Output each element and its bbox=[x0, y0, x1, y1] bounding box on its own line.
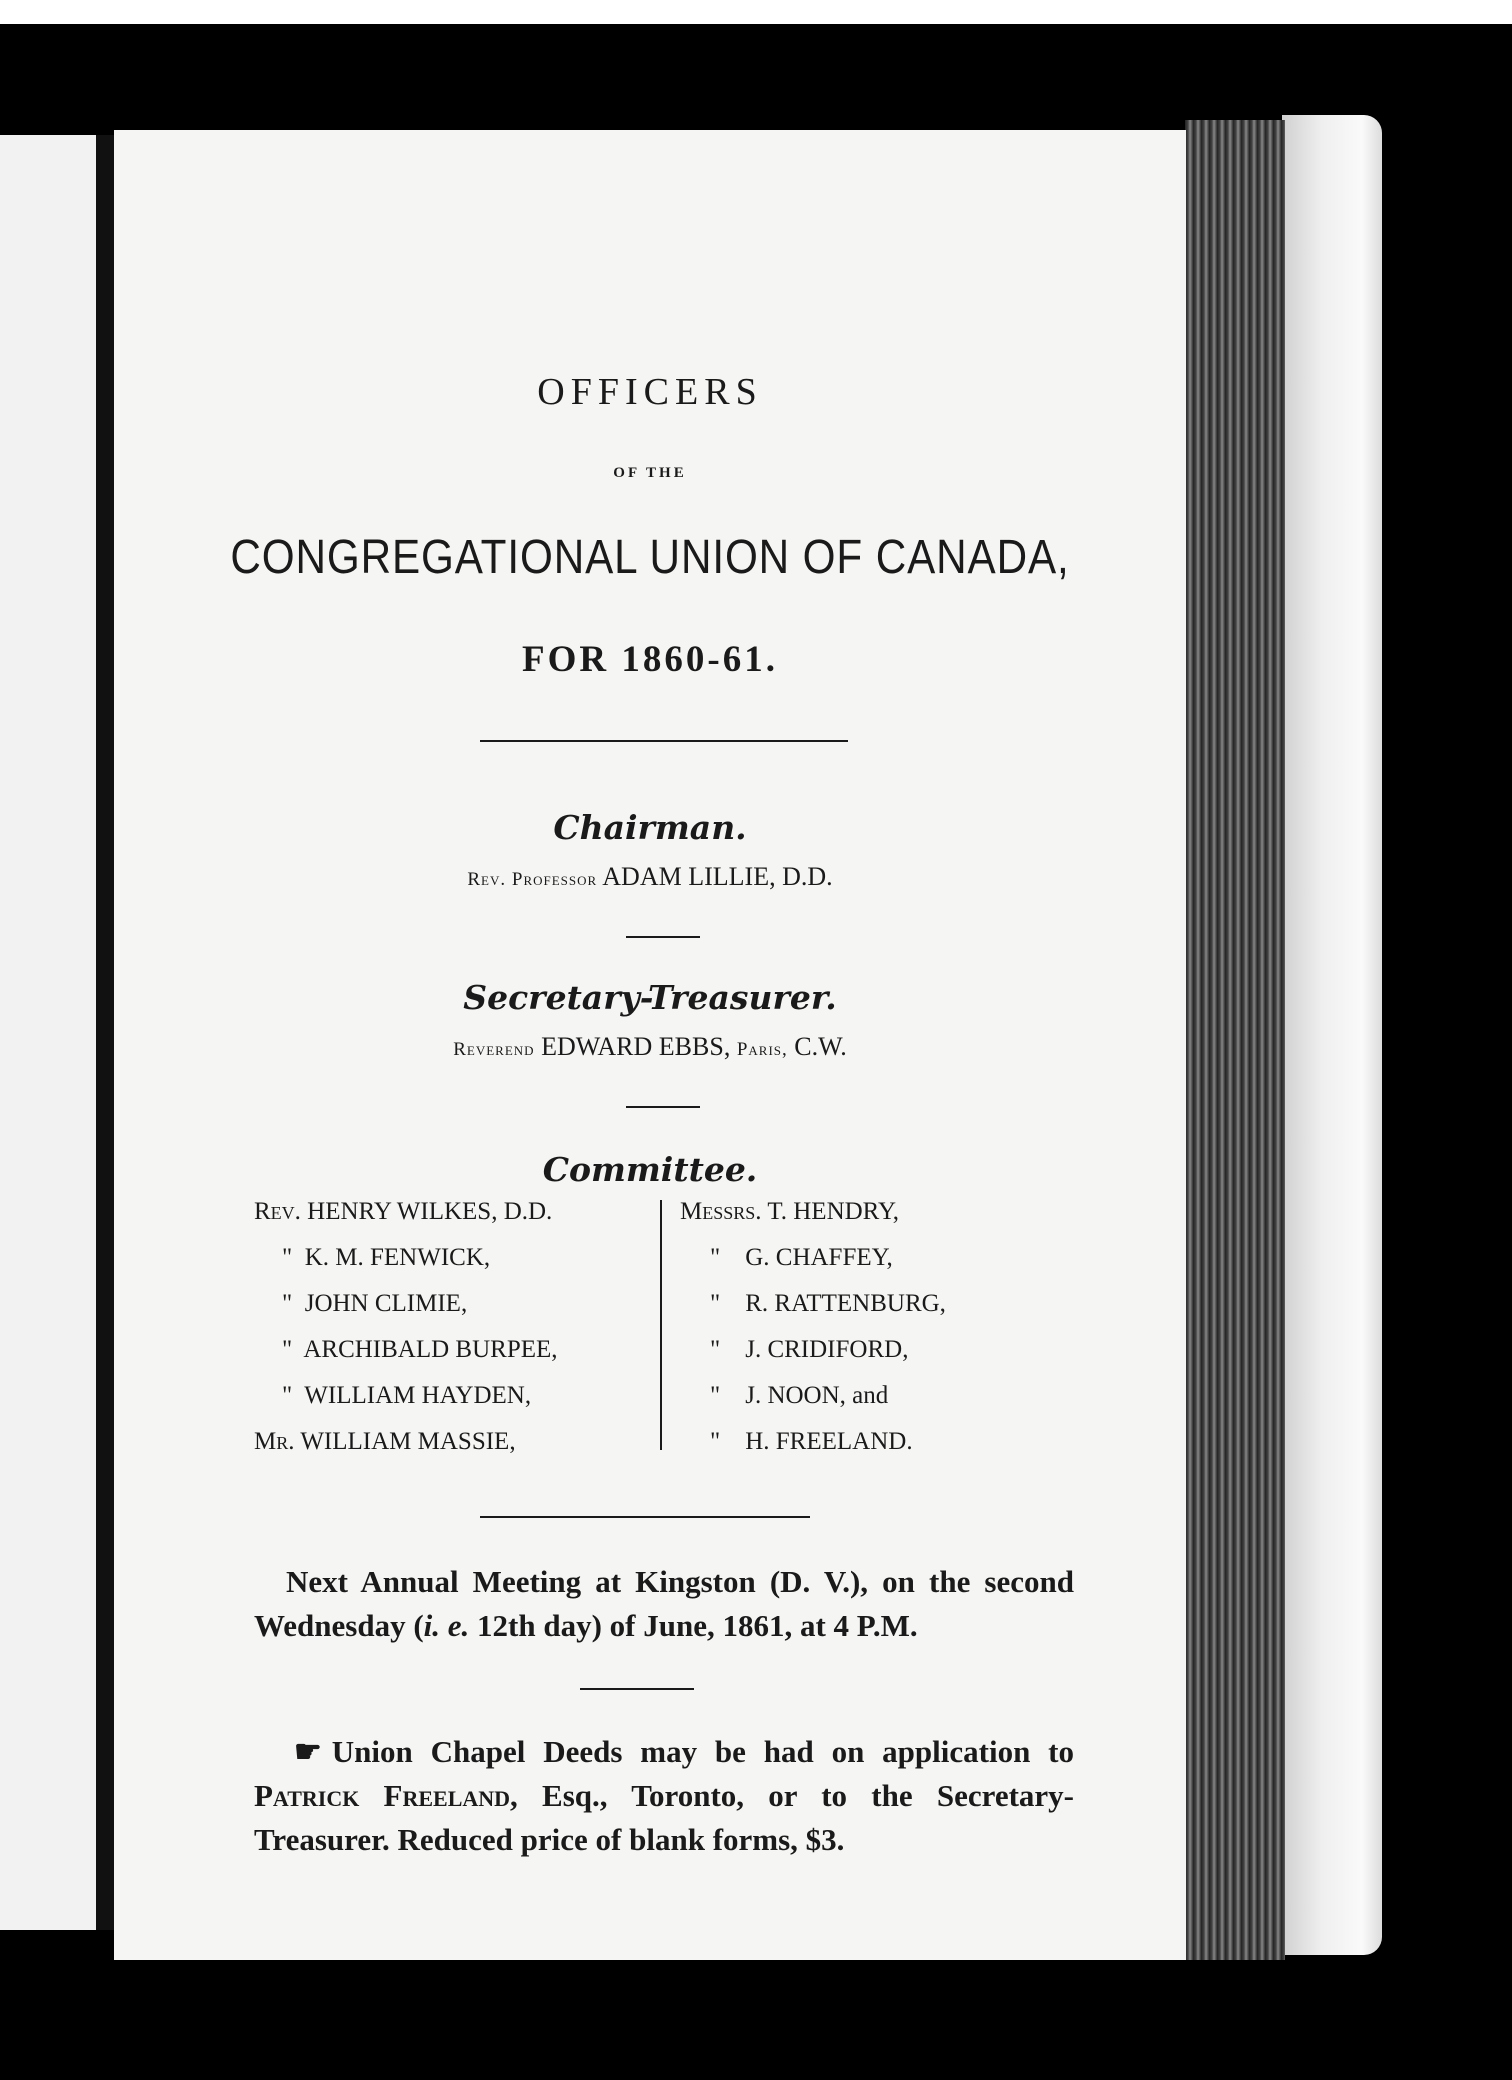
section-rule bbox=[480, 740, 848, 742]
page-stack-edge bbox=[1185, 120, 1285, 1960]
short-rule bbox=[626, 1106, 700, 1108]
member-name: R. RATTENBURG, bbox=[745, 1290, 946, 1317]
ditto-mark: " bbox=[710, 1244, 721, 1271]
committee-member bbox=[680, 1198, 899, 1226]
annual-meeting-notice bbox=[254, 1560, 1074, 1648]
deeds-contact-name: Patrick Freeland, bbox=[254, 1778, 518, 1813]
member-name: H. FREELAND. bbox=[745, 1428, 913, 1455]
ditto-mark: " bbox=[710, 1336, 721, 1363]
committee-member bbox=[254, 1428, 516, 1456]
committee-member bbox=[282, 1244, 490, 1272]
organization-name: CONGREGATIONAL UNION OF CANADA, bbox=[230, 531, 1070, 584]
member-name: WILLIAM MASSIE, bbox=[300, 1428, 516, 1455]
left-facing-page bbox=[0, 135, 98, 1930]
deeds-text-end: Esq., Toronto, or to the Secretary-Treasurer. Reduced price of blank forms, $3. bbox=[254, 1778, 1074, 1857]
period-label: FOR 1860-61. bbox=[522, 639, 778, 680]
secretary-prefix: Reverend bbox=[453, 1039, 535, 1060]
member-name: J. CRIDIFORD, bbox=[745, 1336, 909, 1363]
member-prefix: Messrs. bbox=[680, 1198, 762, 1225]
subtitle-of-the: OF THE bbox=[613, 465, 687, 481]
chairman-heading: Chairman. bbox=[553, 808, 747, 847]
ditto-mark: " bbox=[282, 1244, 293, 1271]
ditto-mark: " bbox=[710, 1290, 721, 1317]
chairman-prefix: Rev. Professor bbox=[467, 869, 598, 890]
top-margin-strip bbox=[0, 0, 1512, 24]
member-name: K. M. FENWICK, bbox=[304, 1244, 491, 1271]
member-name: G. CHAFFEY, bbox=[745, 1244, 893, 1271]
committee-heading: Committee. bbox=[542, 1150, 758, 1189]
committee-member bbox=[282, 1290, 467, 1318]
member-prefix: Mr. bbox=[254, 1428, 295, 1455]
committee-member bbox=[710, 1244, 893, 1272]
member-name: WILLIAM HAYDEN, bbox=[304, 1382, 532, 1409]
page-leaves-edge bbox=[1282, 115, 1382, 1955]
committee-member bbox=[254, 1198, 552, 1226]
document-page bbox=[114, 130, 1186, 1960]
pointing-hand-icon: ☛ bbox=[294, 1734, 322, 1769]
meeting-ie: i. e. bbox=[423, 1608, 470, 1643]
meeting-text-end: 12th day) of June, 1861, at 4 P.M. bbox=[469, 1608, 918, 1643]
ditto-mark: " bbox=[282, 1290, 293, 1317]
committee-member bbox=[710, 1428, 913, 1456]
ditto-mark: " bbox=[282, 1382, 293, 1409]
member-name: JOHN CLIMIE, bbox=[304, 1290, 468, 1317]
ditto-mark: " bbox=[710, 1428, 721, 1455]
committee-member bbox=[282, 1336, 558, 1364]
member-prefix: Rev. bbox=[254, 1198, 301, 1225]
committee-member bbox=[710, 1382, 888, 1410]
committee-divider bbox=[660, 1200, 662, 1450]
committee-member bbox=[282, 1382, 531, 1410]
short-rule bbox=[580, 1688, 694, 1690]
member-name: ARCHIBALD BURPEE, bbox=[303, 1336, 558, 1363]
book-gutter bbox=[96, 135, 114, 1930]
secretary-province: C.W. bbox=[794, 1032, 847, 1061]
page-title: OFFICERS bbox=[537, 371, 763, 413]
secretary-heading: Secretary-Treasurer. bbox=[463, 978, 837, 1017]
member-name: HENRY WILKES, D.D. bbox=[307, 1198, 553, 1225]
chairman-name: ADAM LILLIE, D.D. bbox=[602, 862, 833, 891]
meeting-text: Next Annual Meeting at Kingston (D. V.), on the second Wednesday ( bbox=[254, 1564, 1074, 1643]
member-name: J. NOON, and bbox=[745, 1382, 889, 1409]
committee-member bbox=[710, 1290, 946, 1318]
chairman-entry bbox=[114, 862, 1186, 892]
ditto-mark: " bbox=[282, 1336, 293, 1363]
member-name: T. HENDRY, bbox=[767, 1198, 900, 1225]
secretary-entry bbox=[114, 1032, 1186, 1062]
section-rule bbox=[480, 1516, 810, 1518]
deeds-text: Union Chapel Deeds may be had on application to bbox=[331, 1734, 1074, 1769]
ditto-mark: " bbox=[710, 1382, 721, 1409]
secretary-place: Paris, bbox=[736, 1039, 788, 1060]
chapel-deeds-notice bbox=[254, 1730, 1074, 1862]
short-rule bbox=[626, 936, 700, 938]
committee-member bbox=[710, 1336, 908, 1364]
secretary-name: EDWARD EBBS, bbox=[541, 1032, 731, 1061]
